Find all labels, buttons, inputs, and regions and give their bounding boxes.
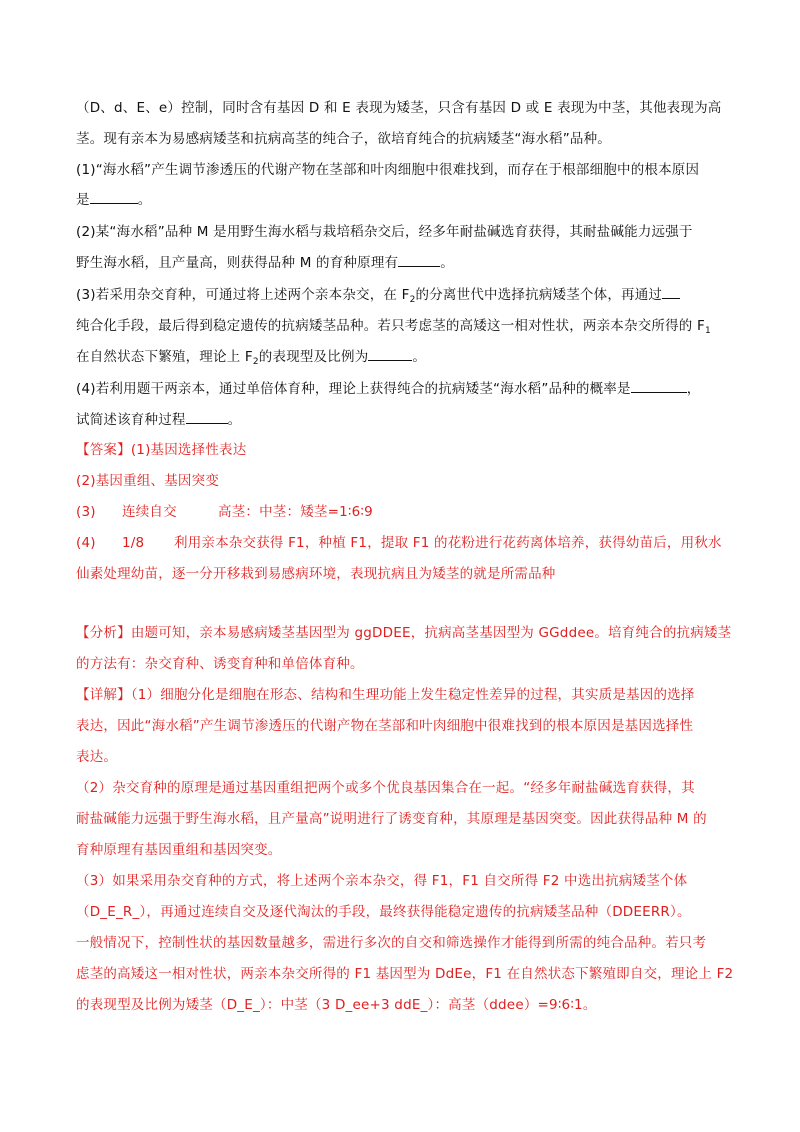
question-3-line: 纯合化手段，最后得到稳定遗传的抗病矮茎品种。若只考虑茎的高矮这一相对性状，两亲本杂交所得的 $F_1$ bbox=[76, 318, 711, 336]
answer-blank bbox=[186, 411, 228, 424]
analysis-label: 【分析】 bbox=[76, 625, 131, 641]
question-4-line: 试简述该育种过程 。 bbox=[76, 412, 242, 428]
detail-line: 耐盐碱能力远强于野生海水稻，且产量高”说明进行了诱变育种，其原理是基因突变。因此获得品种 M 的 bbox=[76, 811, 707, 827]
detail-line: 虑茎的高矮这一相对性状，两亲本杂交所得的 F1 基因型为 DdEe，F1 在自然状态下繁殖即自交，理论上 F2 bbox=[76, 966, 734, 982]
detail-line: （2）杂交育种的原理是通过基因重组把两个或多个优良基因集合在一起。“经多年耐盐碱选育获得，其 bbox=[76, 780, 695, 796]
answer-blank bbox=[631, 380, 687, 393]
answer-blank bbox=[90, 191, 138, 204]
question-1-line: (1)“海水稻”产生调节渗透压的代谢产物在茎部和叶肉细胞中很难找到，而存在于根部细胞中的根本原因 bbox=[76, 162, 700, 178]
answer-line: (4) 1/8 利用亲本杂交获得 F1，种植 F1，提取 F1 的花粉进行花药离体培养，获得幼苗后，用秋水 bbox=[76, 535, 722, 551]
detail-line: 一般情况下，控制性状的基因数量越多，需进行多次的自交和筛选操作才能得到所需的纯合品种。若只考 bbox=[76, 935, 707, 951]
detail-line: 表达，因此“海水稻”产生调节渗透压的代谢产物在茎部和叶肉细胞中很难找到的根本原因是基因选择性 bbox=[76, 718, 694, 734]
question-line: （D、d、E、e）控制，同时含有基因 D 和 E 表现为矮茎，只含有基因 D 或 E 表现为中茎，其他表现为高 bbox=[76, 100, 722, 116]
answer-line: 【答案】(1)基因选择性表达 bbox=[76, 442, 247, 458]
answer-blank bbox=[398, 254, 440, 267]
question-3-line: (3)若采用杂交育种，可通过将上述两个亲本杂交，在 $F_2$的分离世代中选择抗病矮茎个体，再通过 bbox=[76, 286, 736, 310]
detail-line: 育种原理有基因重组和基因突变。 bbox=[76, 842, 282, 858]
question-2-line: 野生海水稻，且产量高，则获得品种 M 的育种原理有 。 bbox=[76, 255, 454, 271]
question-2-line: (2)某“海水稻”品种 M 是用野生海水稻与栽培稻杂交后，经多年耐盐碱选育获得，其耐盐碱能力远强于 bbox=[76, 224, 693, 240]
answer-line: (3) 连续自交 高茎：中茎：矮茎=1∶6∶9 bbox=[76, 504, 373, 520]
answer-blank bbox=[662, 286, 680, 299]
detail-line: 的表现型及比例为矮茎（D_E_）：中茎（3 D_ee+3 ddE_）：高茎（ddee）=9∶6∶1。 bbox=[76, 997, 597, 1013]
question-line: 茎。现有亲本为易感病矮茎和抗病高茎的纯合子，欲培育纯合的抗病矮茎“海水稻”品种。 bbox=[76, 131, 611, 147]
detail-label: 【详解】 bbox=[76, 687, 131, 703]
detail-line: 【详解】（1）细胞分化是细胞在形态、结构和生理功能上发生稳定性差异的过程，其实质是基因的选择 bbox=[76, 687, 695, 703]
answer-blank bbox=[368, 348, 412, 361]
question-4-line: (4)若利用题干两亲本，通过单倍体育种，理论上获得纯合的抗病矮茎“海水稻”品种的概率是 ， bbox=[76, 381, 701, 397]
detail-line: （3）如果采用杂交育种的方式，将上述两个亲本杂交，得 F1，F1 自交所得 F2 中选出抗病矮茎个体 bbox=[76, 873, 688, 889]
answer-label: 【答案】 bbox=[76, 442, 131, 458]
answer-line: (2)基因重组、基因突变 bbox=[76, 473, 220, 489]
detail-line: （D_E_R_），再通过连续自交及逐代淘汰的手段，最终获得能稳定遗传的抗病矮茎品种（DDEERR）。 bbox=[76, 904, 691, 920]
question-1-line: 是 。 bbox=[76, 192, 152, 208]
question-3-line: 在自然状态下繁殖，理论上 $F_2$的表现型及比例为 。 bbox=[76, 349, 427, 367]
answer-line: 仙素处理幼苗，逐一分开移栽到易感病环境，表现抗病且为矮茎的就是所需品种 bbox=[76, 566, 556, 582]
detail-line: 表达。 bbox=[76, 749, 118, 765]
analysis-line: 的方法有：杂交育种、诱变育种和单倍体育种。 bbox=[76, 656, 364, 672]
analysis-line: 【分析】由题可知，亲本易感病矮茎基因型为 ggDDEE，抗病高茎基因型为 GGddee。培育纯合的抗病矮茎 bbox=[76, 625, 732, 641]
